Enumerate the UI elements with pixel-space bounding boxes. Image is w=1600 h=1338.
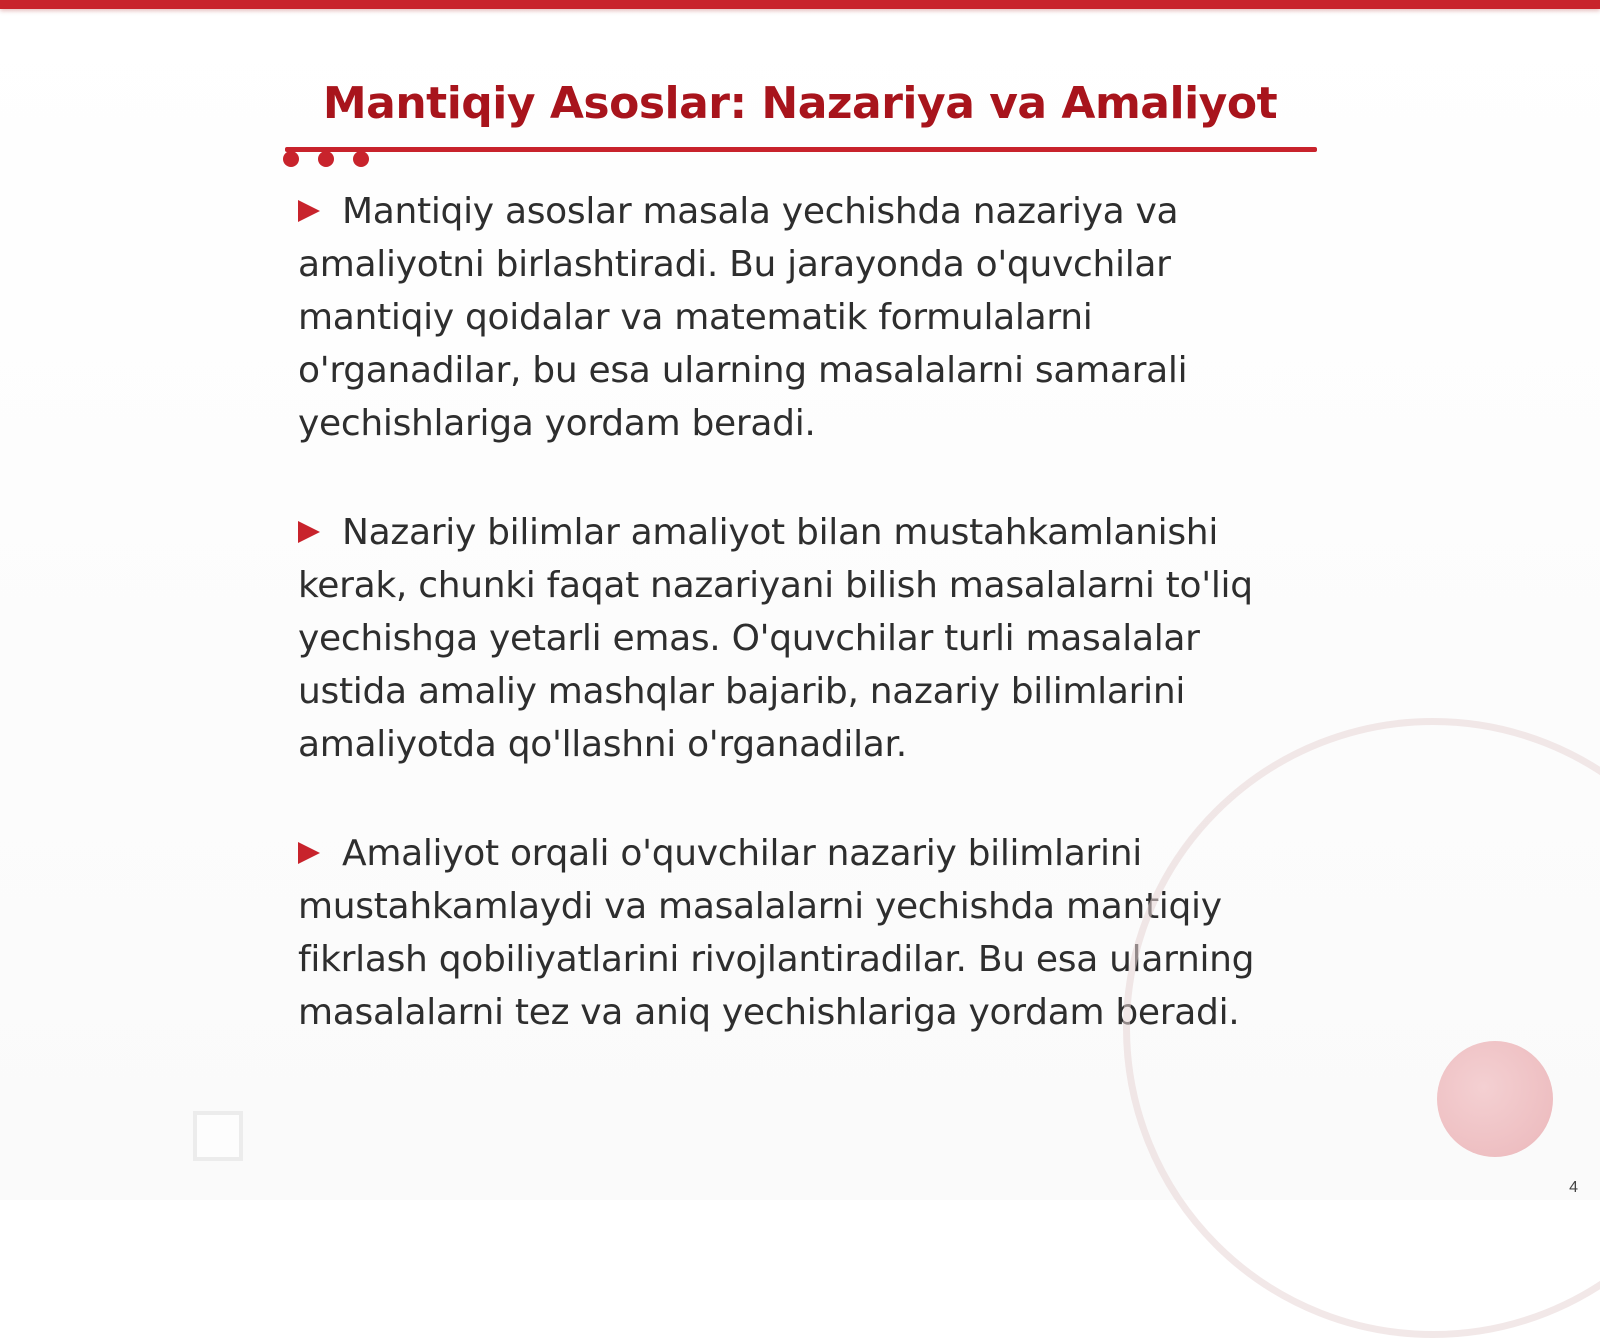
underline-dot-icon (353, 151, 369, 167)
decorative-pink-circle (1437, 1041, 1553, 1157)
bullet-list (298, 185, 1283, 1039)
bullet-item (298, 506, 1283, 771)
underline-dot-icon (318, 151, 334, 167)
bullet-text: Mantiqiy asoslar masala yechishda nazariya va amaliyotni birlashtiradi. Bu jarayonda o'quvchilar mantiqiy qoidalar va matematik formulalarni o'rganadilar, bu esa ularning masalalarni samarali yechishlariga yordam beradi. (298, 191, 1188, 444)
bullet-text: Nazariy bilimlar amaliyot bilan mustahkamlanishi kerak, chunki faqat nazariyani bilish masalalarni to'liq yechishga yetarli emas. O'quvchilar turli masalalar ustida amaliy mashqlar bajarib, nazariy bilimlarini amaliyotda qo'llashni o'rganadilar. (298, 512, 1253, 765)
title-underline (285, 147, 1317, 152)
triangle-right-bullet-icon (298, 521, 320, 543)
top-accent-bar (0, 0, 1600, 9)
bullet-text: Amaliyot orqali o'quvchilar nazariy bilimlarini mustahkamlaydi va masalalarni yechishda mantiqiy fikrlash qobiliyatlarini rivojlantiradilar. Bu esa ularning masalalarni tez va aniq yechishlariga yordam beradi. (298, 833, 1255, 1033)
triangle-right-bullet-icon (298, 842, 320, 864)
bullet-item (298, 185, 1283, 450)
decorative-square (193, 1111, 243, 1161)
triangle-right-bullet-icon (298, 200, 320, 222)
page-number: 4 (1569, 1179, 1578, 1196)
slide-title: Mantiqiy Asoslar: Nazariya va Amaliyot (322, 78, 1278, 129)
underline-dot-icon (283, 151, 299, 167)
